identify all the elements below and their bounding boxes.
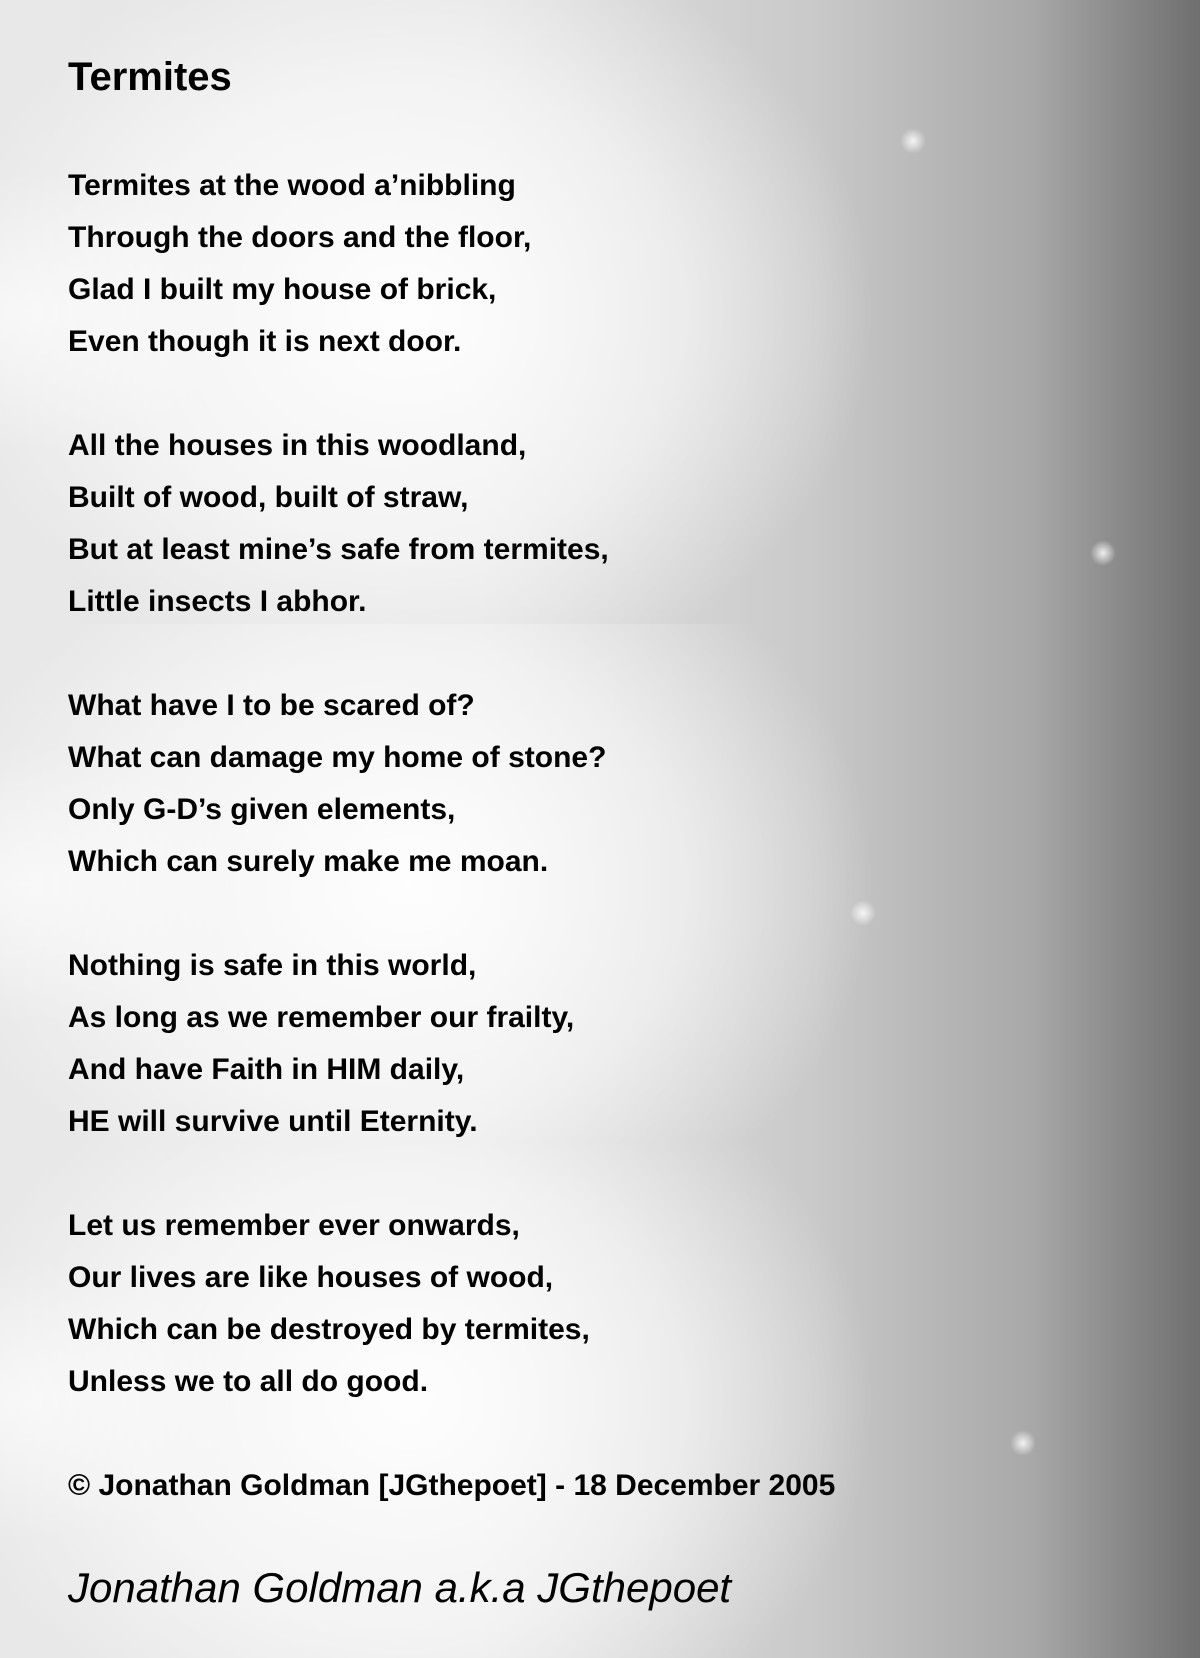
poem-line: Unless we to all do good.: [68, 1365, 429, 1398]
poem-line: Glad I built my house of brick,: [68, 273, 497, 306]
poem-line: Our lives are like houses of wood,: [68, 1261, 554, 1294]
poem-title: Termites: [68, 55, 232, 99]
poem-line: As long as we remember our frailty,: [68, 1001, 575, 1034]
poem-line: Little insects I abhor.: [68, 585, 367, 618]
stanza-2: [68, 420, 1148, 628]
poem-line: Termites at the wood a’nibbling: [68, 169, 516, 202]
poem-line: But at least mine’s safe from termites,: [68, 533, 609, 566]
poem-container: [68, 48, 1148, 1618]
stanza-5: [68, 1200, 1148, 1408]
stanza-1: [68, 160, 1148, 368]
poem-line: All the houses in this woodland,: [68, 429, 527, 462]
poem-line: Only G-D’s given elements,: [68, 793, 456, 826]
poem-line: And have Faith in HIM daily,: [68, 1053, 465, 1086]
poem-line: Which can be destroyed by termites,: [68, 1313, 590, 1346]
poem-line: Let us remember ever onwards,: [68, 1209, 520, 1242]
poem-line: Through the doors and the floor,: [68, 221, 532, 254]
copyright-line: © Jonathan Goldman [JGthepoet] - 18 December 2005: [68, 1469, 836, 1502]
stanza-4: [68, 940, 1148, 1148]
poem-line: Built of wood, built of straw,: [68, 481, 469, 514]
poem-line: What can damage my home of stone?: [68, 741, 607, 774]
stanza-3: [68, 680, 1148, 888]
author-signature: Jonathan Goldman a.k.a JGthepoet: [68, 1564, 732, 1611]
poem-line: Even though it is next door.: [68, 325, 462, 358]
poem-line: Nothing is safe in this world,: [68, 949, 477, 982]
poem-line: HE will survive until Eternity.: [68, 1105, 478, 1138]
poem-line: What have I to be scared of?: [68, 689, 475, 722]
poem-line: Which can surely make me moan.: [68, 845, 549, 878]
